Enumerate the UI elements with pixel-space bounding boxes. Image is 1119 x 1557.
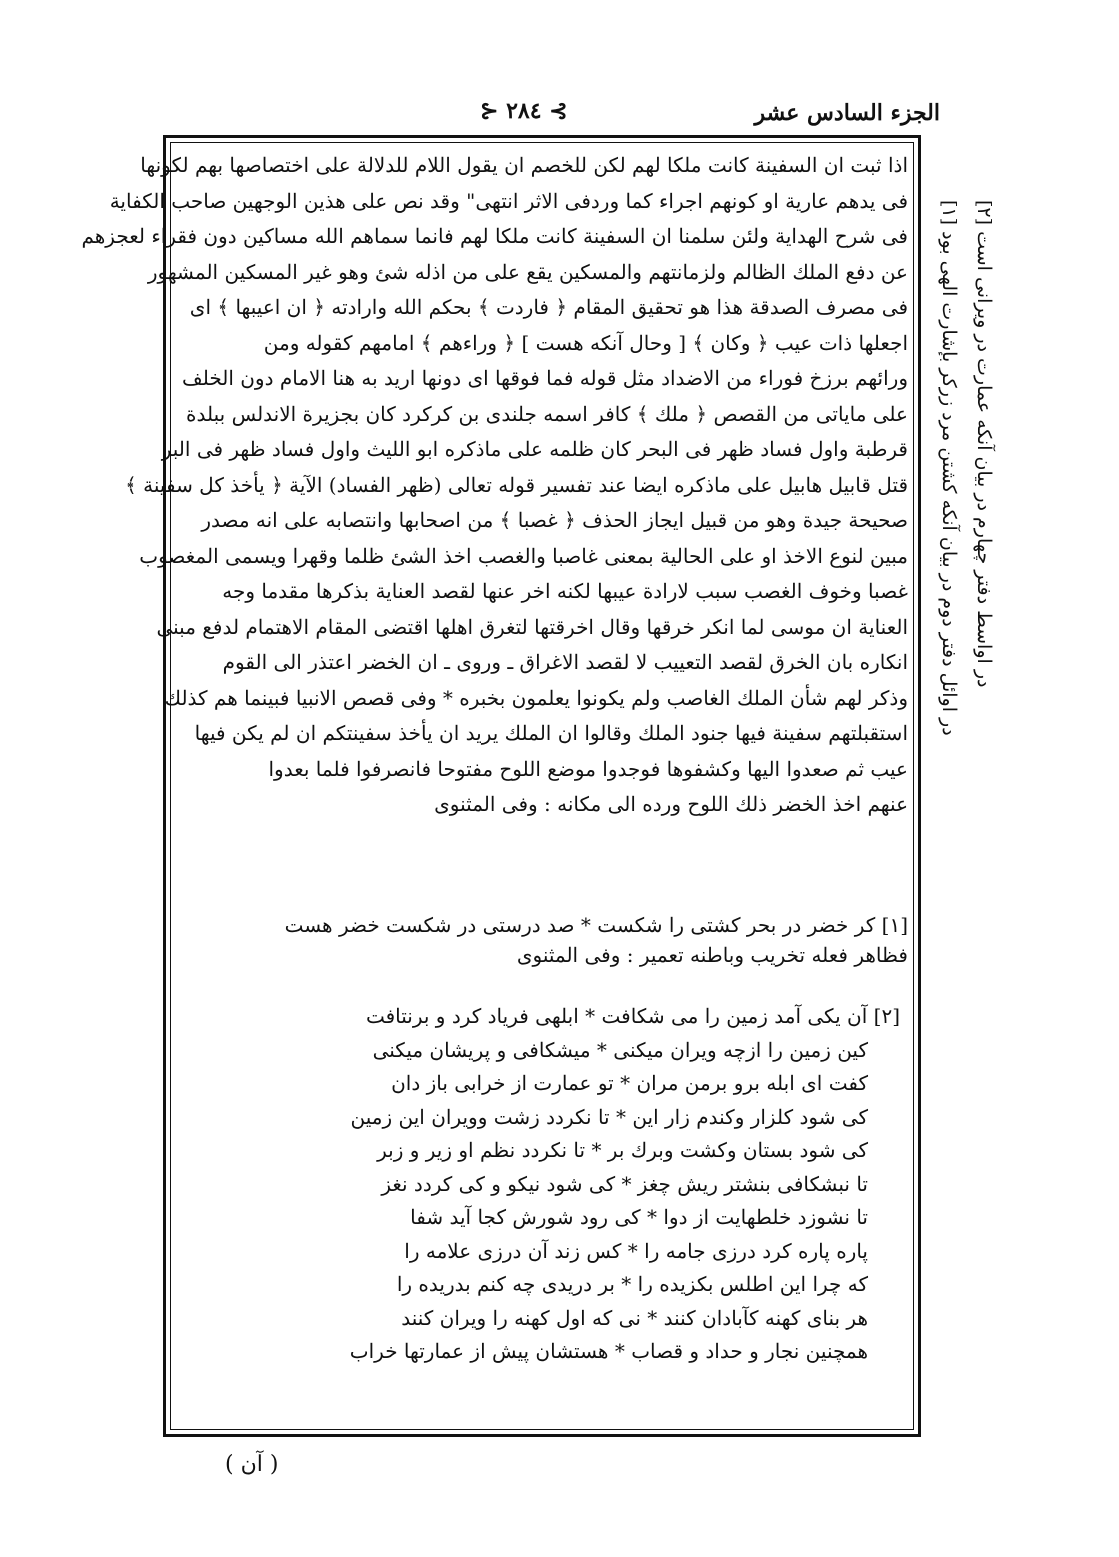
verse-block-2	[180, 1000, 908, 1369]
text-line: العناية ان موسى لما انكر خرقها وقال اخرقتها لتغرق اهلها اقتضى المقام الاهتمام لدفع مبنى	[156, 614, 908, 639]
text-line: استقبلتهم سفينة فيها جنود الملك وقالوا ان الملك يريد ان يأخذ سفينتكم ان لم يكن فيها	[194, 721, 908, 745]
verse-line: همچنين نجار و حداد و قصاب * هستشان پيش از عمارتها خراب	[349, 1339, 868, 1363]
text-line: قرطبة واول فساد ظهر فى البحر كان ظلمه على ماذكره ابو الليث واول فساد ظهر فى البر	[161, 437, 908, 461]
text-line: عنهم اخذ الخضر ذلك اللوح ورده الى مكانه : وفى المثنوى	[434, 792, 908, 816]
text-line: على ماياتى من القصص ﴿ ملك ﴾ كافر اسمه جلندى بن كركرد كان بجزيرة الاندلس ببلدة	[186, 401, 908, 426]
text-line: انكاره بان الخرق لقصد التعييب لا لقصد الاغراق ـ وروى ـ ان الخضر اعتذر الى القوم	[222, 650, 908, 674]
text-line: عيب ثم صعدوا اليها وكشفوها فوجدوا موضع اللوح مفتوحا فانصرفوا فلما بعدوا	[268, 756, 908, 781]
text-line: فى شرح الهداية ولئن سلمنا ان السفينة كانت ملكا لهم فانما سماهم الله مساكين دون فقراء لعجزهم	[81, 224, 908, 248]
verse-block-1	[180, 910, 908, 970]
text-line: اذا ثبت ان السفينة كانت ملكا لهم لكن للخصم ان يقول اللام للدلالة على اختصاصها بهم لكونها	[140, 153, 908, 177]
verse-line: [۱] كر خضر در بحر كشتى را شكست * صد درستى در شكست خضر هست	[284, 913, 908, 937]
text-line: غصبا وخوف الغصب سبب لارادة عيبها لكنه اخر عنها لقصد العناية بذكرها مقدما وجه	[222, 579, 908, 603]
text-line: فى يدهم عارية او كونهم اجراء كما وردفى الاثر انتهى" وقد نص على هذين الوجهين صاحب الكفاية	[109, 188, 908, 213]
part-title: الجزء السادس عشر	[754, 100, 940, 126]
margin-note-1: [۱] در اوائل دفتر دوم در بيان آنكه كشتن مرد زركر بإشارت الهى بود	[938, 200, 960, 736]
verse-line: تا نبشكافى بنشتر ريش چغز * كى شود نيكو و كى كردد نغز	[381, 1171, 868, 1196]
text-line: فى مصرف الصدقة هذا هو تحقيق المقام ﴿ فاردت ﴾ بحكم الله وارادته ﴿ ان اعيبها ﴾ اى	[189, 295, 908, 319]
verse-line: كى شود بستان وكشت وبرك بر * تا نكردد نظم او زير و زبر	[377, 1138, 868, 1162]
verse-line: كى شود كلزار وكندم زار اين * تا نكردد زشت وويران اين زمين	[350, 1104, 868, 1129]
verse-line: كه چرا اين اطلس بكزيده را * بر دريدى چه كنم بدريده را	[396, 1272, 868, 1296]
verse-line: تا نشوزد خلطهايت از دوا * كى رود شورش كجا آيد شفا	[410, 1205, 868, 1229]
verse-line: كين زمين را ازچه ويران ميكنى * ميشكافى و پريشان ميكنى	[372, 1037, 868, 1062]
text-line: وذكر لهم شأن الملك الغاصب ولم يكونوا يعلمون بخبره * وفى قصص الانبيا فبينما هم كذلك	[164, 685, 908, 710]
text-line: ورائهم برزخ فوراء من الاضداد مثل قوله فما فوقها اى دونها اريد به هنا الامام دون الخلف	[182, 366, 908, 390]
text-line: صحيحة جيدة وهو من قبيل ايجاز الحذف ﴿ غصبا ﴾ من اصحابها وانتصابه على انه مصدر	[201, 508, 908, 532]
catchword: ( آن )	[225, 1452, 279, 1477]
main-text	[81, 148, 908, 823]
verse-line: [۲] آن يكى آمد زمين را مى شكافت * ابلهى فرياد كرد و برنتافت	[365, 1004, 900, 1028]
page-number-value: ۲۸٤	[506, 98, 542, 124]
page-number: ⊱ ۲۸٤ ⊰	[480, 98, 568, 124]
verse-line: كفت اى ابله برو برمن مران * تو عمارت از خرابى باز دان	[391, 1071, 868, 1095]
text-line: عن دفع الملك الظالم ولزمانتهم والمسكين يقع على من اذله شئ وهو غير المسكين المشهور	[147, 259, 908, 284]
text-line: مبين لنوع الاخذ او على الحالية بمعنى غاصبا والغصب اخذ الشئ ظلما وقهرا ويسمى المغصوب	[139, 543, 908, 568]
verse-line: هر بناى كهنه كآبادان كنند * نى كه اول كهنه را ويران كنند	[401, 1305, 868, 1330]
verse-line: پاره پاره كرد درزى جامه را * كس زند آن درزى علامه را	[404, 1238, 868, 1263]
text-line: قتل قابيل هابيل على ماذكره ايضا عند تفسير قوله تعالى (ظهر الفساد) الآية ﴿ يأخذ كل سفينة ﴾	[125, 472, 908, 497]
text-line: اجعلها ذات عيب ﴿ وكان ﴾ [ وحال آنكه هست ] ﴿ وراءهم ﴾ امامهم كقوله ومن	[263, 330, 908, 355]
page-header	[150, 98, 940, 130]
text-line: فظاهر فعله تخريب وباطنه تعمير : وفى المثنوى	[516, 943, 908, 967]
margin-note-2: [۲] در اواسط دفتر چهارم در بيان آنكه عمارت در ويرانى است	[973, 200, 995, 688]
